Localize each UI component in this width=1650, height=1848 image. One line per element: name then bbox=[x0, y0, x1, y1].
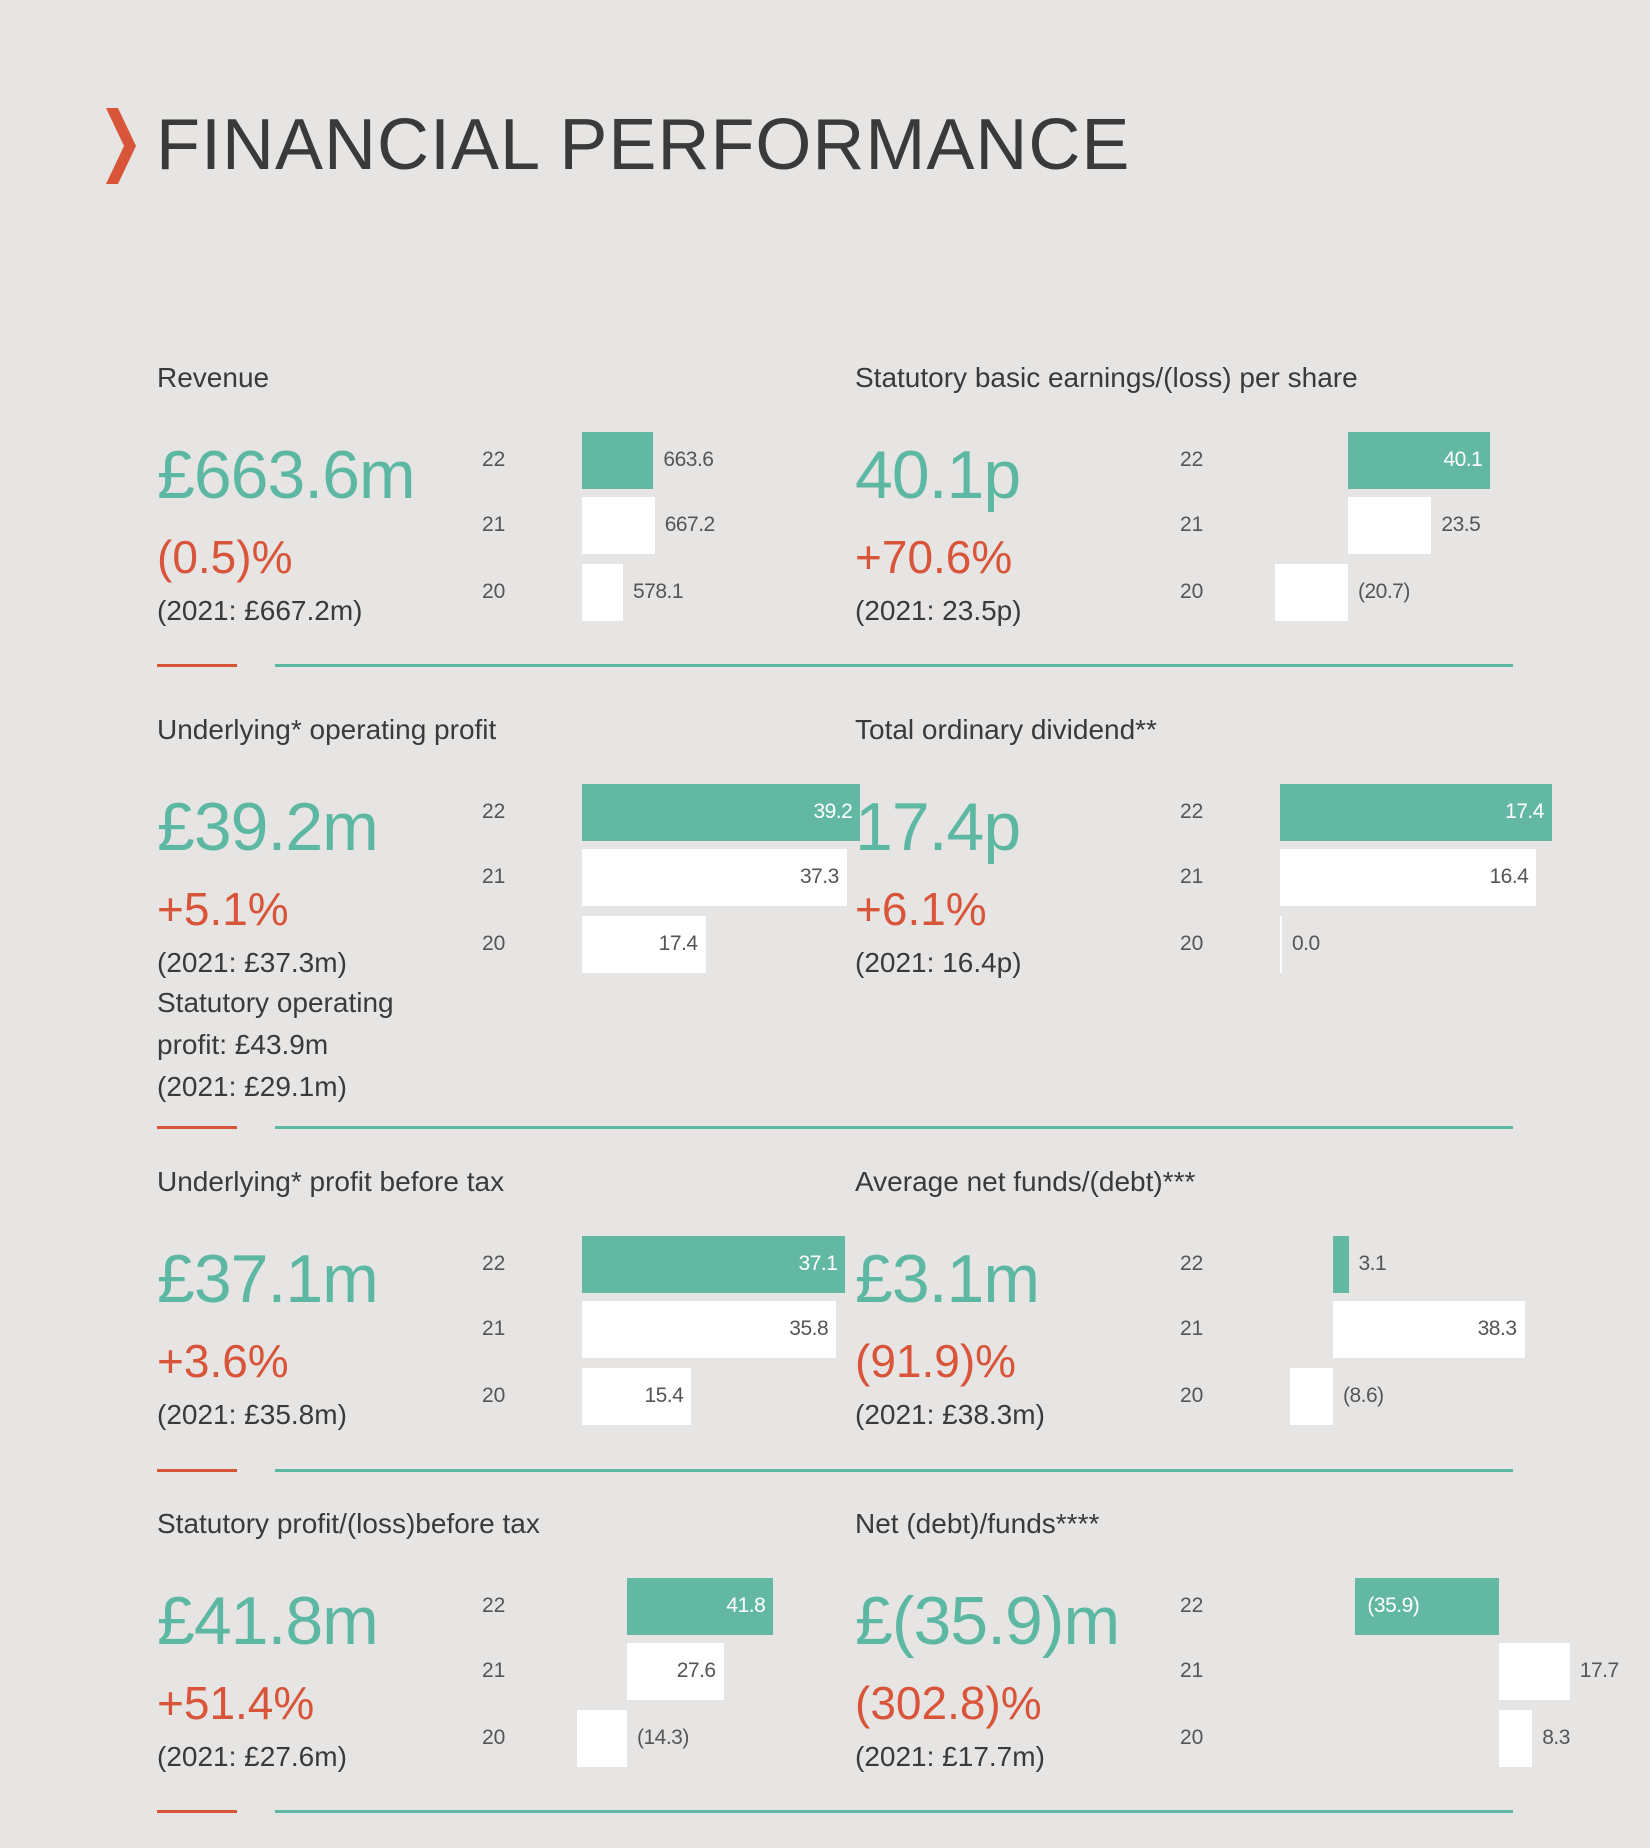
kpi-panel bbox=[855, 362, 1535, 662]
bar-prior-year bbox=[1499, 1710, 1532, 1767]
kpi-label: Revenue bbox=[157, 362, 270, 393]
year-label: 21 bbox=[1180, 513, 1204, 536]
bar-prior-year bbox=[582, 497, 655, 554]
kpi-change: +70.6% bbox=[855, 531, 1013, 583]
kpi-panel bbox=[157, 362, 837, 662]
data-label: (20.7) bbox=[1358, 580, 1410, 603]
kpi-panel bbox=[157, 1166, 837, 1466]
bar-prior-year bbox=[1290, 1368, 1333, 1425]
kpi-value: £37.1m bbox=[157, 1241, 378, 1317]
kpi-value: £3.1m bbox=[855, 1241, 1039, 1317]
bar-prior-year bbox=[1275, 564, 1348, 621]
kpi-panel bbox=[855, 1508, 1619, 1808]
bar-chart bbox=[1180, 784, 1544, 984]
section-divider-accent bbox=[157, 1126, 237, 1129]
year-label: 21 bbox=[1180, 865, 1204, 888]
page-title: FINANCIAL PERFORMANCE bbox=[156, 105, 1131, 185]
section-divider-accent bbox=[157, 664, 237, 667]
year-label: 21 bbox=[482, 865, 506, 888]
kpi-comparative: (2021: £17.7m) bbox=[855, 1741, 1045, 1772]
data-label: (8.6) bbox=[1343, 1384, 1384, 1407]
kpi-comparative: (2021: 23.5p) bbox=[855, 595, 1022, 626]
kpi-label: Underlying* profit before tax bbox=[157, 1166, 505, 1197]
section-divider bbox=[275, 1469, 1513, 1472]
kpi-value: 40.1p bbox=[855, 437, 1021, 513]
data-label: 38.3 bbox=[1477, 1317, 1517, 1340]
data-label: 16.4 bbox=[1489, 865, 1529, 888]
data-label: 3.1 bbox=[1358, 1252, 1387, 1275]
year-label: 22 bbox=[482, 1252, 506, 1275]
data-label: 35.8 bbox=[789, 1317, 829, 1340]
data-label: 27.6 bbox=[676, 1659, 716, 1682]
data-label: 15.4 bbox=[644, 1384, 684, 1407]
bar-chart bbox=[1180, 1578, 1619, 1778]
year-label: 22 bbox=[1180, 1252, 1204, 1275]
year-label: 22 bbox=[482, 448, 506, 471]
year-label: 21 bbox=[482, 513, 506, 536]
kpi-comparative: (2021: £35.8m) bbox=[157, 1399, 347, 1430]
kpi-label: Statutory basic earnings/(loss) per share bbox=[855, 362, 1358, 393]
bar-chart bbox=[482, 1578, 812, 1778]
kpi-change: +3.6% bbox=[157, 1335, 289, 1387]
data-label: 0.0 bbox=[1292, 932, 1320, 955]
kpi-change: (0.5)% bbox=[157, 531, 293, 583]
kpi-change: +5.1% bbox=[157, 883, 289, 935]
kpi-value: £(35.9)m bbox=[855, 1583, 1120, 1659]
kpi-label: Statutory profit/(loss)before tax bbox=[157, 1508, 540, 1539]
bar-current-year bbox=[1333, 1236, 1349, 1293]
bar-chart bbox=[1180, 1236, 1517, 1436]
year-label: 20 bbox=[1180, 580, 1204, 603]
kpi-panel bbox=[157, 1508, 837, 1808]
data-label: 8.3 bbox=[1542, 1726, 1570, 1749]
section-divider bbox=[275, 664, 1513, 667]
year-label: 20 bbox=[1180, 1726, 1204, 1749]
data-label: (14.3) bbox=[637, 1726, 689, 1749]
year-label: 22 bbox=[1180, 800, 1204, 823]
kpi-change: +6.1% bbox=[855, 883, 987, 935]
kpi-label: Underlying* operating profit bbox=[157, 714, 497, 745]
kpi-comparative: (2021: £667.2m) bbox=[157, 595, 363, 626]
section-divider-accent bbox=[157, 1469, 237, 1472]
year-label: 21 bbox=[1180, 1659, 1204, 1682]
kpi-change: (91.9)% bbox=[855, 1335, 1017, 1387]
year-label: 22 bbox=[1180, 448, 1204, 471]
year-label: 20 bbox=[482, 1726, 506, 1749]
year-label: 20 bbox=[482, 932, 506, 955]
kpi-label: Average net funds/(debt)*** bbox=[855, 1166, 1196, 1197]
data-label: 39.2 bbox=[813, 800, 853, 823]
year-label: 21 bbox=[482, 1659, 506, 1682]
kpi-change: +51.4% bbox=[157, 1677, 315, 1729]
kpi-value: £663.6m bbox=[157, 437, 415, 513]
kpi-comparative: (2021: £38.3m) bbox=[855, 1399, 1045, 1430]
year-label: 20 bbox=[1180, 1384, 1204, 1407]
year-label: 20 bbox=[482, 580, 506, 603]
bar-prior-year bbox=[582, 564, 623, 621]
section-divider bbox=[275, 1810, 1513, 1813]
data-label: 663.6 bbox=[663, 448, 714, 471]
data-label: 37.3 bbox=[799, 865, 839, 888]
bar-current-year bbox=[582, 432, 653, 489]
kpi-comparative: (2021: £37.3m) bbox=[157, 947, 347, 978]
kpi-comparative: (2021: 16.4p) bbox=[855, 947, 1022, 978]
kpi-panel bbox=[855, 1166, 1535, 1466]
kpi-value: £41.8m bbox=[157, 1583, 378, 1659]
kpi-value: £39.2m bbox=[157, 789, 378, 865]
data-label: 17.4 bbox=[658, 932, 698, 955]
data-label: 17.4 bbox=[1505, 800, 1544, 823]
year-label: 20 bbox=[482, 1384, 506, 1407]
bar-chart bbox=[482, 784, 853, 984]
data-label: 41.8 bbox=[726, 1594, 766, 1617]
bar-prior-year bbox=[1499, 1643, 1570, 1700]
section-divider-accent bbox=[157, 1810, 237, 1813]
kpi-value: 17.4p bbox=[855, 789, 1021, 865]
kpi-change: (302.8)% bbox=[855, 1677, 1042, 1729]
section-divider bbox=[275, 1126, 1513, 1129]
kpi-panel bbox=[855, 714, 1544, 1014]
year-label: 22 bbox=[482, 800, 506, 823]
bar-prior-year bbox=[577, 1710, 627, 1767]
data-label: (35.9) bbox=[1367, 1594, 1420, 1617]
bar-chart bbox=[482, 432, 812, 632]
data-label: 17.7 bbox=[1579, 1659, 1619, 1682]
kpi-panel bbox=[157, 714, 853, 1102]
bar-chart bbox=[482, 1236, 838, 1436]
kpi-note: Statutory operating profit: £43.9m (2021: £29.1m) bbox=[157, 987, 394, 1102]
kpi-comparative: (2021: £27.6m) bbox=[157, 1741, 347, 1772]
bar-prior-year bbox=[1280, 916, 1282, 973]
data-label: 37.1 bbox=[798, 1252, 838, 1275]
kpi-label: Net (debt)/funds**** bbox=[855, 1508, 1100, 1539]
year-label: 21 bbox=[1180, 1317, 1204, 1340]
year-label: 22 bbox=[1180, 1594, 1204, 1617]
data-label: 23.5 bbox=[1441, 513, 1481, 536]
year-label: 22 bbox=[482, 1594, 506, 1617]
data-label: 40.1 bbox=[1443, 448, 1483, 471]
data-label: 667.2 bbox=[664, 513, 715, 536]
chevron-right-icon bbox=[104, 106, 138, 186]
kpi-label: Total ordinary dividend** bbox=[855, 714, 1157, 745]
year-label: 20 bbox=[1180, 932, 1204, 955]
year-label: 21 bbox=[482, 1317, 506, 1340]
bar-chart bbox=[1180, 432, 1510, 632]
data-label: 578.1 bbox=[632, 580, 684, 603]
bar-prior-year bbox=[1348, 497, 1431, 554]
